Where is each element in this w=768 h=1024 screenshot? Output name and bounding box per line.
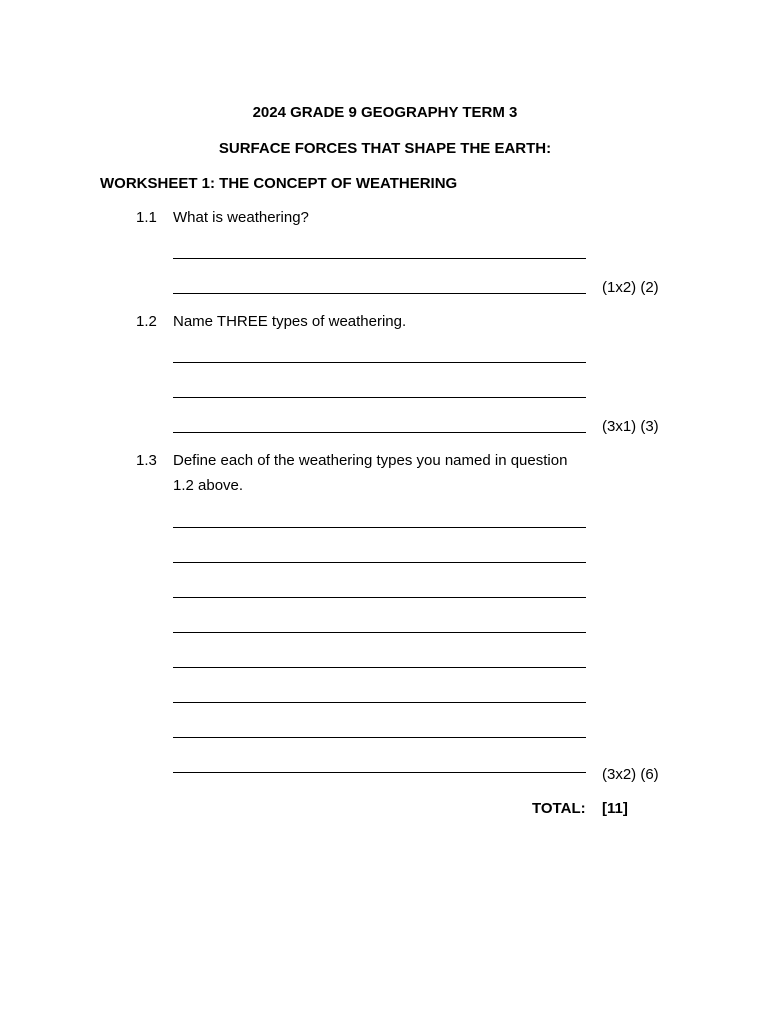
document-title: 2024 GRADE 9 GEOGRAPHY TERM 3	[252, 104, 518, 121]
question-number: 1.2	[136, 313, 157, 330]
question-text-continued: 1.2 above.	[173, 477, 244, 494]
answer-line[interactable]	[173, 362, 586, 363]
mark-allocation: (3x1) (3)	[602, 418, 659, 435]
answer-line[interactable]	[173, 293, 586, 294]
worksheet-heading: WORKSHEET 1: THE CONCEPT OF WEATHERING	[100, 175, 458, 192]
document-subtitle: SURFACE FORCES THAT SHAPE THE EARTH:	[218, 140, 552, 157]
answer-line[interactable]	[173, 667, 586, 668]
answer-line[interactable]	[173, 527, 586, 528]
total-label: TOTAL:	[532, 800, 586, 817]
mark-allocation: (1x2) (2)	[602, 279, 659, 296]
answer-line[interactable]	[173, 737, 586, 738]
answer-line[interactable]	[173, 632, 586, 633]
answer-line[interactable]	[173, 258, 586, 259]
question-number: 1.3	[136, 452, 157, 469]
answer-line[interactable]	[173, 597, 586, 598]
answer-line[interactable]	[173, 432, 586, 433]
answer-line[interactable]	[173, 397, 586, 398]
answer-line[interactable]	[173, 562, 586, 563]
question-text: Name THREE types of weathering.	[173, 313, 407, 330]
question-number: 1.1	[136, 209, 157, 226]
question-text: What is weathering?	[173, 209, 309, 226]
answer-line[interactable]	[173, 702, 586, 703]
total-value: [11]	[602, 800, 628, 817]
question-text: Define each of the weathering types you named in question	[173, 452, 568, 469]
mark-allocation: (3x2) (6)	[602, 766, 659, 783]
answer-line[interactable]	[173, 772, 586, 773]
